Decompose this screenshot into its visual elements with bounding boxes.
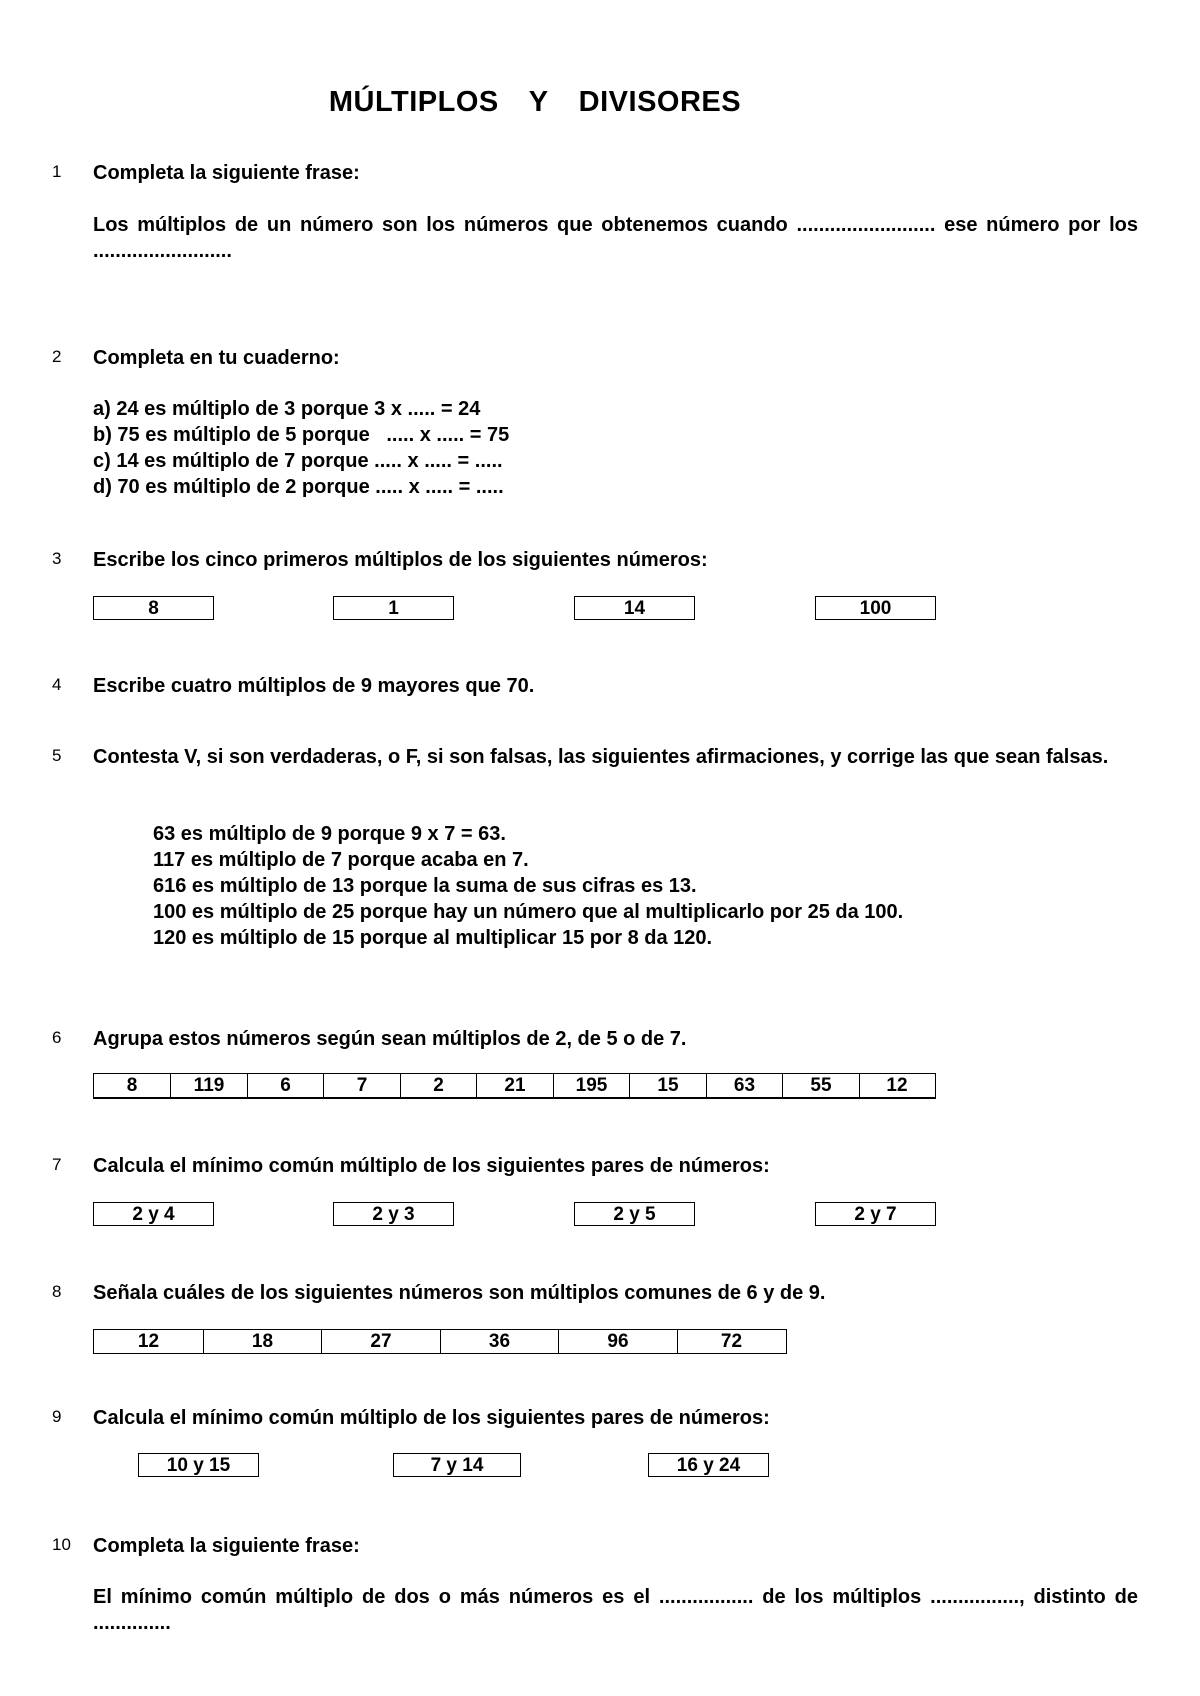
question-number: 3 [52,549,62,568]
table-cell: 8 [94,1074,171,1097]
question-heading: Contesta V, si son verdaderas, o F, si son falsas, las siguientes afirmaciones, y corrige las que sean falsas. [93,746,1109,768]
table-cell: 2 [401,1074,477,1097]
table-cell: 119 [171,1074,248,1097]
question-number: 5 [52,746,62,765]
pair-box: 2 y 5 [574,1202,695,1226]
statement-line: 100 es múltiplo de 25 porque hay un número que al multiplicarlo por 25 da 100. [153,901,904,923]
table-cell: 36 [441,1330,559,1353]
table-cell: 72 [720,1331,743,1352]
question-heading: Completa la siguiente frase: [93,1535,360,1557]
exercise-line: a) 24 es múltiplo de 3 porque 3 x ..... = 24 [93,398,481,420]
exercise-line: d) 70 es múltiplo de 2 porque ..... x ..... = ..... [93,476,504,498]
exercise-line: c) 14 es múltiplo de 7 porque ..... x ..... = ..... [93,450,503,472]
number-table [93,1073,936,1099]
question-number: 1 [52,162,62,181]
number-box: 100 [815,596,936,620]
question-number: 4 [52,675,62,694]
table-cell: 27 [322,1330,441,1353]
pair-box: 2 y 3 [333,1202,454,1226]
statement-line: 117 es múltiplo de 7 porque acaba en 7. [153,849,529,871]
exercise-line: b) 75 es múltiplo de 5 porque ..... x ..... = 75 [93,424,510,446]
pair-box: 2 y 4 [93,1202,214,1226]
page-title: MÚLTIPLOS Y DIVISORES [328,86,742,118]
question-number: 8 [52,1282,62,1301]
question-heading: Señala cuáles de los siguientes números son múltiplos comunes de 6 y de 9. [93,1282,826,1304]
question-number: 6 [52,1028,62,1047]
table-cell: 195 [554,1074,630,1097]
question-heading: Completa en tu cuaderno: [93,347,340,369]
table-cell: 12 [886,1075,908,1096]
question-heading: Calcula el mínimo común múltiplo de los siguientes pares de números: [93,1407,770,1429]
table-cell: 7 [324,1074,401,1097]
fill-in-sentence: Los múltiplos de un número son los números que obtenemos cuando ......................... ese número por los ......................... [93,214,1138,262]
number-box: 14 [574,596,695,620]
question-heading: Completa la siguiente frase: [93,162,360,184]
table-cell: 55 [783,1074,860,1097]
fill-in-sentence: El mínimo común múltiplo de dos o más números es el ................. de los múltiplos ................, distinto de .............. [93,1586,1138,1634]
question-heading: Agrupa estos números según sean múltiplos de 2, de 5 o de 7. [93,1028,687,1050]
question-number: 2 [52,347,62,366]
exercise-list [93,396,509,500]
pair-box: 7 y 14 [393,1453,521,1477]
table-cell: 63 [707,1074,783,1097]
question-number: 10 [52,1535,71,1554]
statement-line: 616 es múltiplo de 13 porque la suma de sus cifras es 13. [153,875,697,897]
pair-box: 10 y 15 [138,1453,259,1477]
number-box: 8 [93,596,214,620]
question-number: 9 [52,1407,62,1426]
table-cell: 18 [204,1330,322,1353]
table-cell: 6 [248,1074,324,1097]
statement-line: 63 es múltiplo de 9 porque 9 x 7 = 63. [153,823,506,845]
number-box: 1 [333,596,454,620]
pair-box: 16 y 24 [648,1453,769,1477]
question-heading: Calcula el mínimo común múltiplo de los siguientes pares de números: [93,1155,770,1177]
pair-box: 2 y 7 [815,1202,936,1226]
statement-list [153,821,903,951]
question-heading: Escribe cuatro múltiplos de 9 mayores que 70. [93,675,535,697]
statement-line: 120 es múltiplo de 15 porque al multiplicar 15 por 8 da 120. [153,927,713,949]
table-cell: 12 [94,1330,204,1353]
number-table [93,1329,787,1354]
table-cell: 15 [630,1074,707,1097]
table-cell: 21 [477,1074,554,1097]
question-number: 7 [52,1155,62,1174]
question-heading: Escribe los cinco primeros múltiplos de los siguientes números: [93,549,708,571]
table-cell: 96 [559,1330,678,1353]
